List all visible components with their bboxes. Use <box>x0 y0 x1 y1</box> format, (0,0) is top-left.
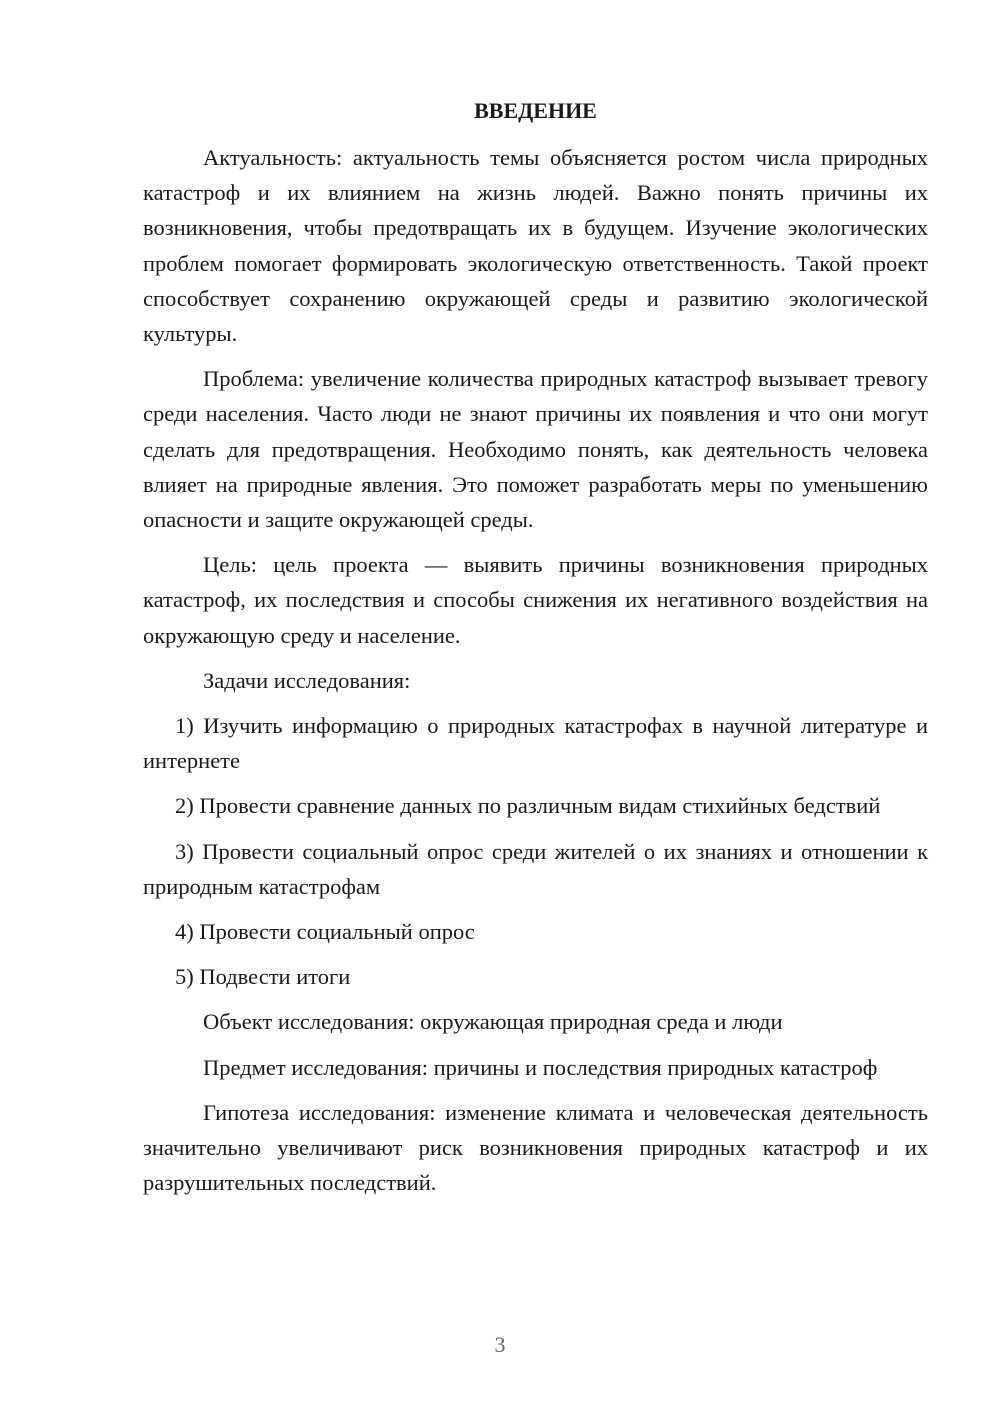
page-title: ВВЕДЕНИЕ <box>474 98 597 123</box>
hypothesis-paragraph: Гипотеза исследования: изменение климата и человеческая деятельность значительно увеличивают риск возникновения природных катастроф и их разрушительных последствий. <box>143 1099 928 1196</box>
goal-paragraph: Цель: цель проекта — выявить причины возникновения природных катастроф, их последствия и способы снижения их негативного воздействия на окружающую среду и население. <box>143 552 928 648</box>
research-subject-paragraph: Предмет исследования: причины и последствия природных катастроф <box>203 1054 878 1080</box>
research-object-paragraph: Объект исследования: окружающая природная среда и люди <box>203 1009 783 1035</box>
relevance-paragraph: Актуальность: актуальность темы объясняется ростом числа природных катастроф и их влиянием на жизнь людей. Важно понять причины их возникновения, чтобы предотвращать их в будущем. Изучение экологических проблем помогает формировать экологическую ответственность. Такой проект способствует сохранению окружающей среды и развитию экологической культуры. <box>143 145 928 347</box>
task-item-4: 4) Провести социальный опрос <box>175 919 475 945</box>
task-item-2: 2) Провести сравнение данных по различным видам стихийных бедствий <box>175 793 881 819</box>
page-number: 3 <box>494 1332 506 1357</box>
task-item-3: 3) Провести социальный опрос среди жителей о их знаниях и отношении к природным катастрофам <box>143 838 928 899</box>
problem-paragraph: Проблема: увеличение количества природных катастроф вызывает тревогу среди населения. Часто люди не знают причины их появления и что они могут сделать для предотвращения. Необходимо понять, как деятельность человека влияет на природные явления. Это поможет разработать меры по уменьшению опасности и защите окружающей среды. <box>143 366 928 533</box>
document-page <box>143 96 928 1210</box>
tasks-heading: Задачи исследования: <box>203 667 411 693</box>
task-item-5: 5) Подвести итоги <box>175 964 351 990</box>
task-item-1: 1) Изучить информацию о природных катастрофах в научной литературе и интернете <box>143 713 928 774</box>
